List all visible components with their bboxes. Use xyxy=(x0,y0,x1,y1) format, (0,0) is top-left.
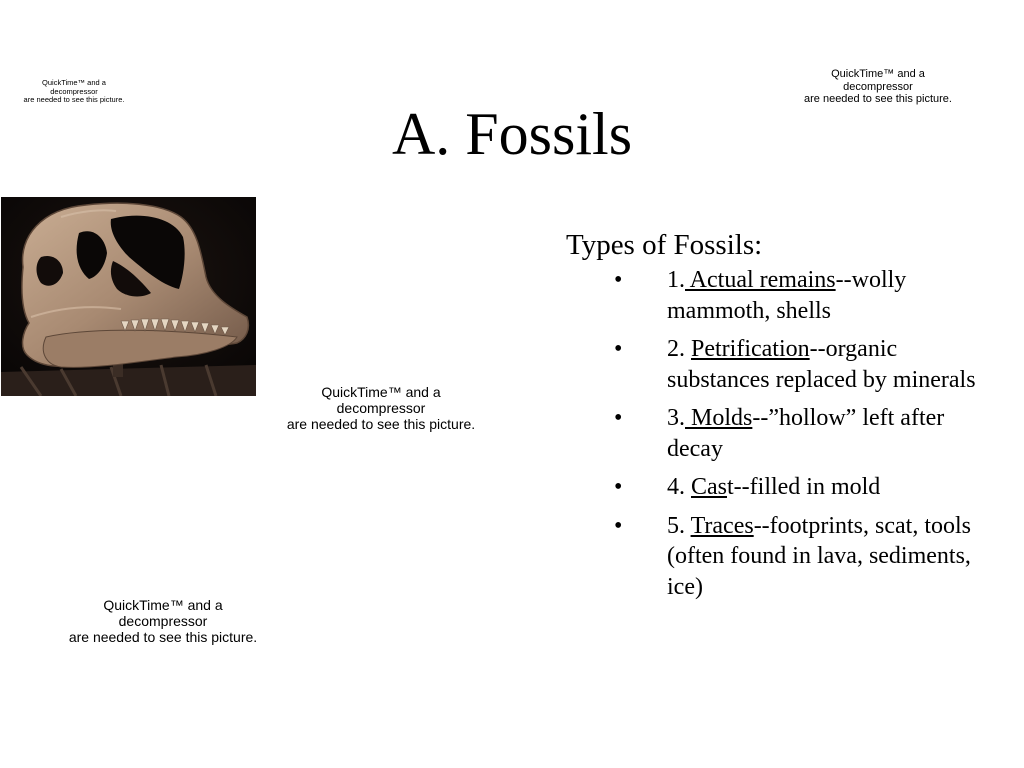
quicktime-line-2: decompressor xyxy=(336,400,426,417)
list-item xyxy=(566,334,977,395)
item-term: Cas xyxy=(691,474,727,500)
item-term: Traces xyxy=(690,512,754,539)
slide-title: A. Fossils xyxy=(391,101,633,167)
item-description: --”hollow” left after decay xyxy=(667,405,945,462)
item-number: 2. xyxy=(667,336,691,362)
section-heading: Types of Fossils: xyxy=(566,229,763,261)
item-number: 1. xyxy=(667,267,685,293)
item-number: 4. xyxy=(667,474,691,500)
skull-illustration xyxy=(1,197,256,396)
item-term: Petrification xyxy=(691,336,810,362)
item-description: --organic substances replaced by minerals xyxy=(667,336,976,393)
item-number: 3. xyxy=(667,405,685,431)
quicktime-placeholder-bottom xyxy=(50,597,276,645)
item-description: --footprints, scat, tools (often found in lava, sediments, ice) xyxy=(667,512,971,600)
list-item xyxy=(566,403,977,464)
quicktime-line-3: are needed to see this picture. xyxy=(286,416,476,433)
item-term: Actual remains xyxy=(685,267,836,293)
dinosaur-skull-photo xyxy=(1,197,256,396)
types-of-fossils-section xyxy=(566,228,1006,610)
list-item xyxy=(566,265,977,326)
list-item xyxy=(566,511,977,603)
quicktime-line-3: are needed to see this picture. xyxy=(804,93,952,106)
quicktime-line-2: decompressor xyxy=(843,80,913,93)
bullet: • xyxy=(614,336,623,362)
quicktime-line-1: QuickTime™ and a xyxy=(103,597,223,613)
quicktime-placeholder-middle xyxy=(266,384,496,432)
quicktime-line-1: QuickTime™ and a xyxy=(831,68,925,80)
bullet: • xyxy=(614,474,623,500)
item-number: 5. xyxy=(667,512,691,539)
item-term: Molds xyxy=(685,405,753,431)
bullet: • xyxy=(614,512,623,539)
quicktime-line-2: decompressor xyxy=(118,613,208,630)
item-description: --wolly mammoth, shells xyxy=(667,267,907,324)
quicktime-line-1: QuickTime™ and a xyxy=(42,78,106,87)
list-item xyxy=(566,472,977,503)
fossil-types-list xyxy=(566,265,1006,602)
quicktime-line-3: are needed to see this picture. xyxy=(23,95,125,105)
quicktime-line-2: decompressor xyxy=(50,86,98,96)
bullet: • xyxy=(614,405,623,431)
quicktime-line-3: are needed to see this picture. xyxy=(68,629,258,646)
bullet: • xyxy=(614,267,623,293)
item-description: t--filled in mold xyxy=(727,474,881,500)
quicktime-line-1: QuickTime™ and a xyxy=(321,384,441,400)
